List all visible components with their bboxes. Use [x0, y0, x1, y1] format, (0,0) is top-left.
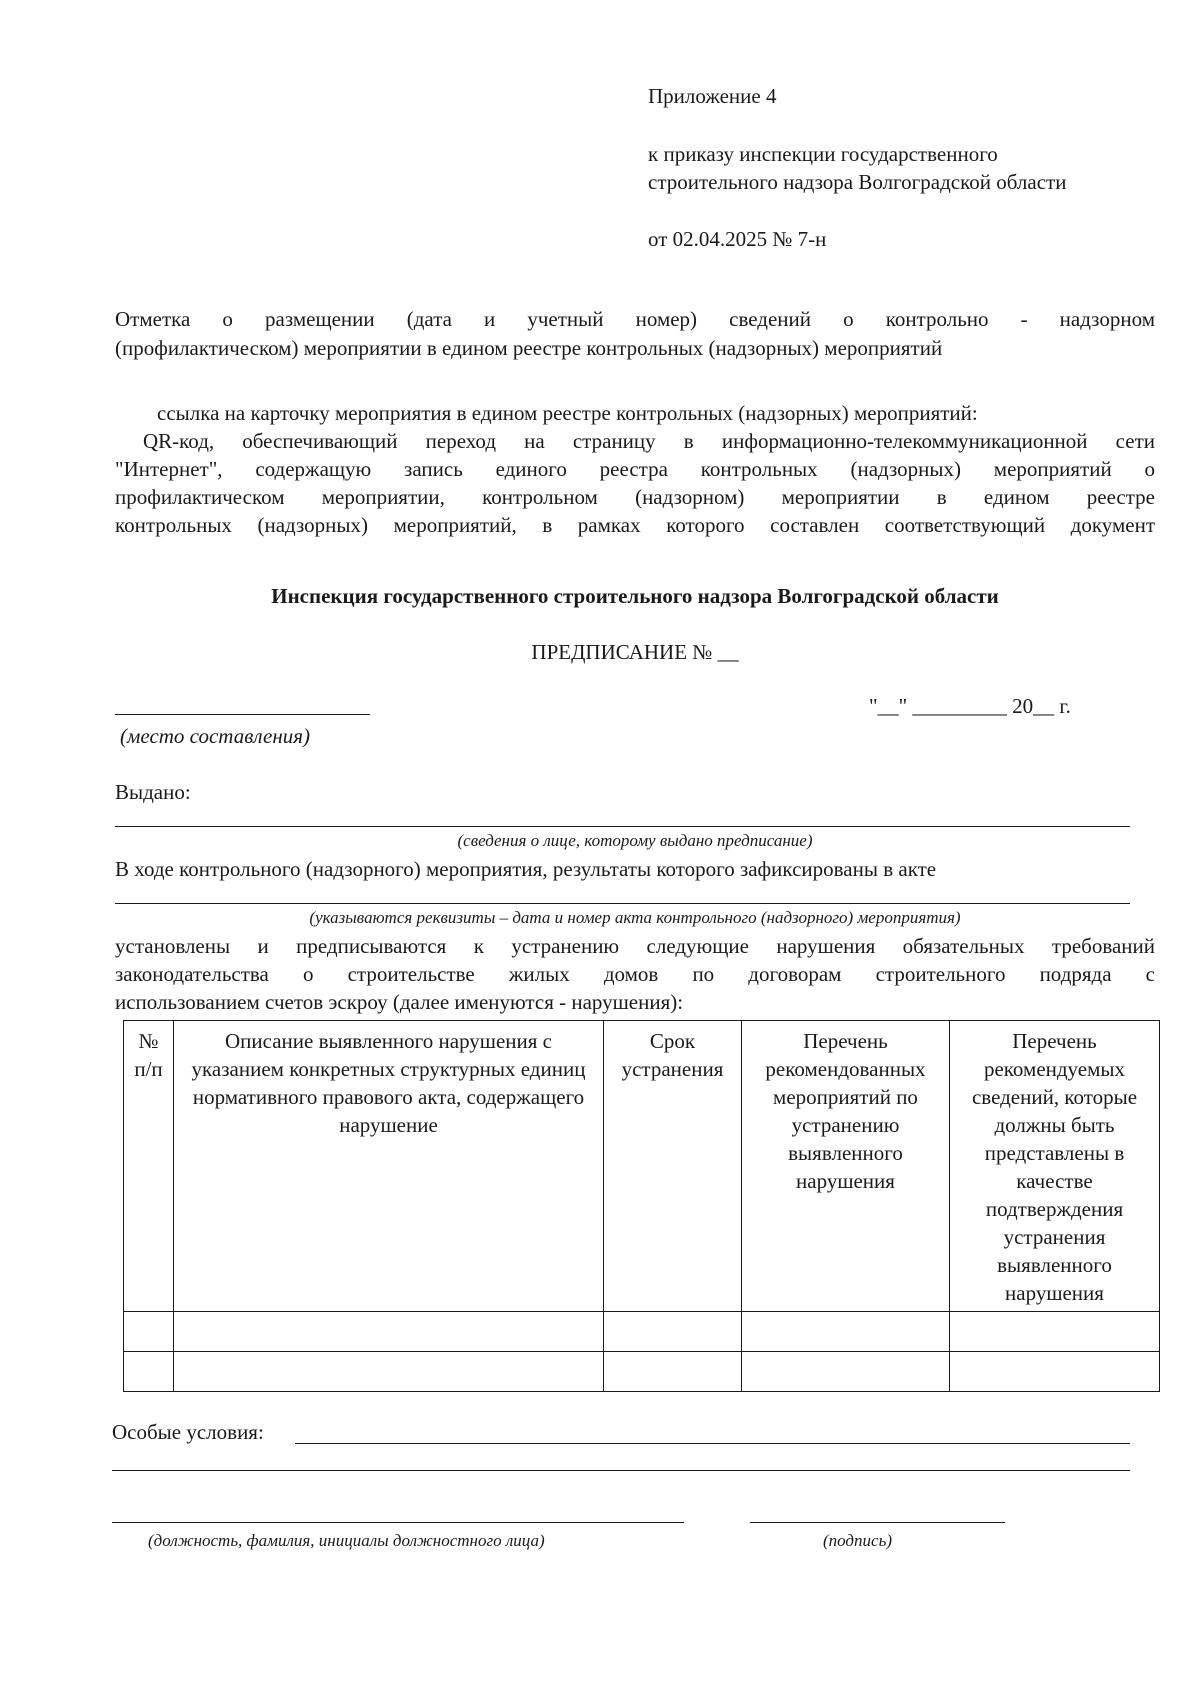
violations-intro-line-3: использованием счетов эскроу (далее именуются - нарушения):	[115, 990, 684, 1014]
table-header-row	[124, 1021, 1160, 1312]
order-line-1: к приказу инспекции государственного	[648, 142, 998, 166]
issued-caption: (сведения о лице, которому выдано предписание)	[457, 831, 813, 850]
act-line: В ходе контрольного (надзорного) мероприятия, результаты которого зафиксированы в акте	[115, 857, 937, 881]
qr-line-3: профилактическом мероприятии, контрольном (надзорном) мероприятии в едином реестре	[115, 485, 1155, 509]
header-deadline: Срок устранения	[604, 1021, 742, 1312]
document-title: ПРЕДПИСАНИЕ № __	[531, 640, 739, 664]
header-block	[648, 82, 1168, 253]
header-evidence: Перечень рекомендуемых сведений, которые должны быть представлены в качестве подтверждения устранения выявленного нарушения	[950, 1021, 1160, 1312]
violations-table	[123, 1020, 1160, 1392]
table-row	[124, 1312, 1160, 1352]
order-date: от 02.04.2025 № 7-н	[648, 227, 827, 251]
organization-name: Инспекция государственного строительного надзора Волгоградской области	[271, 584, 999, 608]
issued-label: Выдано:	[115, 780, 191, 804]
qr-line-2: "Интернет", содержащую запись единого реестра контрольных (надзорных) мероприятий о	[115, 457, 1155, 481]
place-caption: (место составления)	[120, 724, 311, 748]
header-measures: Перечень рекомендованных мероприятий по устранению выявленного нарушения	[742, 1021, 950, 1312]
date-field[interactable]: "__" _________ 20__ г.	[869, 694, 1071, 718]
header-number: № п/п	[124, 1021, 174, 1312]
table-row	[124, 1352, 1160, 1392]
violations-intro-line-1: установлены и предписываются к устранению следующие нарушения обязательных требований	[115, 934, 1155, 958]
signature-caption: (подпись)	[823, 1531, 892, 1550]
special-conditions-line-2[interactable]	[112, 1470, 1130, 1471]
table-cell[interactable]	[742, 1312, 950, 1352]
placement-mark-line-2: (профилактическом) мероприятии в едином реестре контрольных (надзорных) мероприятий	[115, 336, 943, 360]
table-cell[interactable]	[950, 1312, 1160, 1352]
act-caption: (указываются реквизиты – дата и номер акта контрольного (надзорного) мероприятия)	[309, 908, 961, 927]
violations-intro-line-2: законодательства о строительстве жилых домов по договорам строительного подряда с	[115, 962, 1155, 986]
issued-line[interactable]	[115, 826, 1130, 827]
position-line[interactable]	[112, 1522, 684, 1523]
table-cell[interactable]	[742, 1352, 950, 1392]
act-requisites-line[interactable]	[115, 903, 1130, 904]
table-cell[interactable]	[124, 1352, 174, 1392]
header-description: Описание выявленного нарушения с указанием конкретных структурных единиц нормативного правового акта, содержащего нарушение	[174, 1021, 604, 1312]
placement-mark-line-1: Отметка о размещении (дата и учетный номер) сведений о контрольно - надзорном	[115, 307, 1155, 331]
appendix-label: Приложение 4	[648, 84, 777, 108]
qr-line-4: контрольных (надзорных) мероприятий, в рамках которого составлен соответствующий документ	[115, 513, 1155, 537]
table-cell[interactable]	[950, 1352, 1160, 1392]
table-cell[interactable]	[174, 1312, 604, 1352]
qr-line-1: QR-код, обеспечивающий переход на страницу в информационно-телекоммуникационной сети	[143, 429, 1155, 453]
table-cell[interactable]	[604, 1352, 742, 1392]
special-conditions-line-1[interactable]	[295, 1443, 1130, 1444]
place-line[interactable]	[115, 714, 370, 715]
special-conditions-label: Особые условия:	[112, 1420, 264, 1444]
table-cell[interactable]	[174, 1352, 604, 1392]
position-caption: (должность, фамилия, инициалы должностного лица)	[148, 1531, 545, 1550]
registry-link-line: ссылка на карточку мероприятия в едином реестре контрольных (надзорных) мероприятий:	[157, 401, 978, 425]
order-line-2: строительного надзора Волгоградской области	[648, 170, 1067, 194]
signature-line[interactable]	[750, 1522, 1005, 1523]
table-cell[interactable]	[604, 1312, 742, 1352]
table-cell[interactable]	[124, 1312, 174, 1352]
